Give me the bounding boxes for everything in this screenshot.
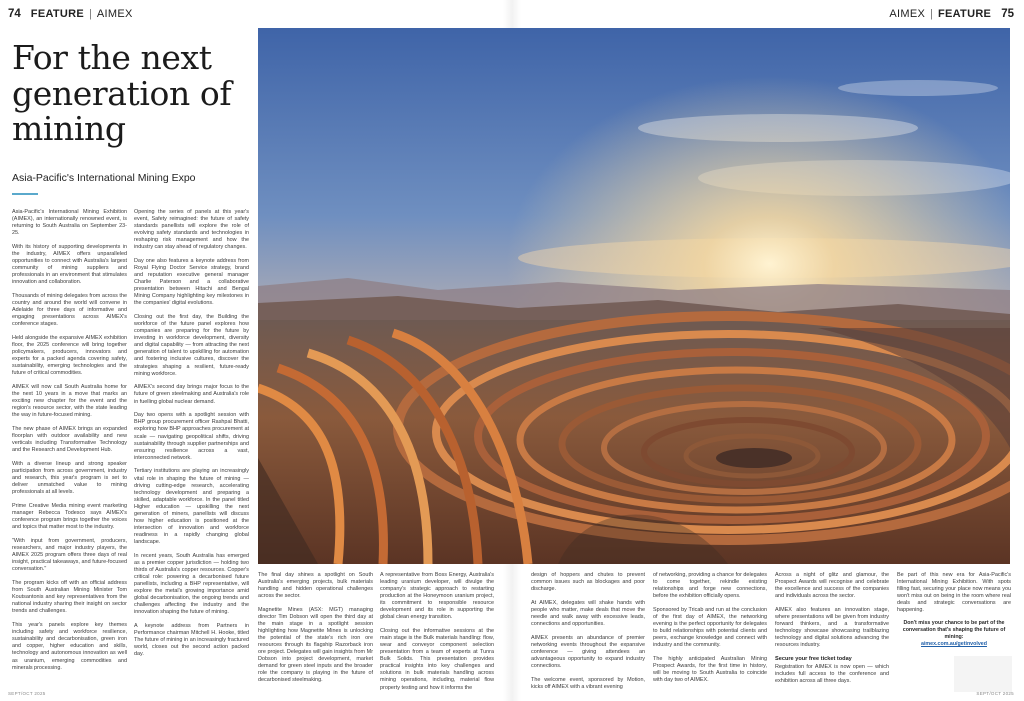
article-column-7 — [775, 572, 889, 694]
title-line-3: mining — [12, 109, 126, 149]
article-column-5 — [531, 572, 645, 694]
left-page-header — [8, 4, 133, 24]
article-title — [12, 40, 252, 147]
paragraph: Across a night of glitz and glamour, the Prospect Awards will recognise and celebrate the excellence and success of the companies and individuals across the sector. — [775, 572, 889, 600]
paragraph: With a diverse lineup and strong speaker participation from across government, industry and research, this year's program is set to deliver unmatched value to mining professionals at all levels. — [12, 461, 127, 496]
paragraph: AIMEX presents an abundance of premier networking events throughout the expansive conference — giving attendees an advantageous opportunity to expand industry connections. — [531, 634, 645, 670]
paragraph: Day two opens with a spotlight session with BHP group procurement officer Rashpal Bhatti, exploring how BHP approaches procurement at scale — navigating geopolitical shifts, driving sustainability through supplier partnerships and ensuring resilience across a vast, interconnected network. — [134, 412, 249, 461]
right-page-header — [889, 4, 1014, 24]
paragraph: The program kicks off with an official address from South Australian Mining Minister Tom Koutsantonis and key representatives from the national industry sharing their insight on sector trends and challenges. — [12, 580, 127, 615]
brand-label-left: AIMEX — [96, 8, 133, 20]
article-column-2 — [134, 209, 249, 695]
paragraph: The highly anticipated Australian Mining Prospect Awards, for the first time in history, will be moving to South Australia to coincide with day two of AIMEX. — [653, 656, 767, 684]
cta-text: Don't miss your chance to be part of the conversation that's shaping the future of mining: — [902, 620, 1006, 640]
footer-issue-left: SEPT/OCT 2025 — [8, 691, 46, 696]
paragraph: This year's panels explore key themes including safety and workforce resilience, sustainability and decarbonisation, green iron and copper, higher education and skills, technology and autonomous innovation as well as uranium, emerging commodities and minerals processing. — [12, 622, 127, 671]
paragraph: "With input from government, producers, researchers, and major industry players, the AIMEX 2025 program offers three days of real insight, practical takeaways, and future-focused conversation." — [12, 538, 127, 573]
paragraph: At AIMEX, delegates will shake hands with people who matter, make deals that move the needle and walk away with excessive leads, connections and opportunities. — [531, 599, 645, 628]
paragraph: The new phase of AIMEX brings an expanded floorplan with outdoor availability and new verticals including Transformative Technology and the Research and Development Hub. — [12, 426, 127, 454]
paragraph: Thousands of mining delegates from across the country and around the world will convene in Adelaide for three days of informative and engaging presentations across AIMEX's conference stages. — [12, 293, 127, 328]
call-to-action — [897, 620, 1011, 648]
paragraph: Opening the series of panels at this year's event, Safety reimagined: the future of safety standards panellists will explore the role of evolving safety standards and technologies in reshaping risk management and how the industry can stay ahead of regulatory changes. — [134, 209, 249, 251]
paragraph: With its history of supporting developments in the industry, AIMEX offers unparalleled opportunities to connect with Australia's largest community of mining suppliers and professionals in an environment that stimulates innovation and collaboration. — [12, 243, 127, 286]
paragraph: design of hoppers and chutes to prevent common issues such as blockages and poor discharge. — [531, 572, 645, 593]
section-label-right: FEATURE — [937, 8, 992, 20]
paragraph: AIMEX's second day brings major focus to the future of green steelmaking and Australia's role in fuelling global nuclear demand. — [134, 384, 249, 405]
paragraph: Sponsored by Tricab and run at the conclusion of the first day of AIMEX, the networking evening is the perfect opportunity for delegates to build relationships with potential clients and peers, exchange knowledge and connect with industry and the community. — [653, 606, 767, 649]
paragraph: Held alongside the expansive AIMEX exhibition floor, the 2025 conference will bring together policymakers, producers, innovators and experts for a packed agenda covering safety, sustainability, emerging technologies and the future of critical commodities. — [12, 335, 127, 377]
page-number-right: 75 — [1001, 8, 1014, 20]
title-line-1: For the next — [12, 38, 212, 77]
paragraph: A keynote address from Partners in Performance chairman Mitchell H. Hooke, titled The future of mining in an increasingly fractured world, closes out the second action packed day. — [134, 623, 249, 658]
paragraph: Day one also features a keynote address from Royal Flying Doctor Service strategy, brand and reputation executive general manager Charlie Paterson and a collaborative presentation between Hitachi and Bengal Mining Company highlighting key milestones in the companies' digital evolutions. — [134, 258, 249, 307]
article-column-3 — [258, 572, 373, 694]
paragraph: In recent years, South Australia has emerged as a premier copper jurisdiction — holding two thirds of Australia's copper resources. Copper's critical role: powering a decarbonised future panellists, including a BHP representative, will explore the metal's growing importance amid global decarbonisation, the ongoing trends and challenges affecting the industry and the innovation shaping the future of mining. — [134, 552, 249, 616]
article-column-4 — [380, 572, 494, 694]
ticket-heading: Secure your free ticket today — [775, 656, 852, 663]
paragraph: The welcome event, sponsored by Motion, kicks off AIMEX with a vibrant evening — [531, 676, 645, 690]
open-pit-mine-photo — [258, 28, 1010, 564]
mine-landscape-image — [258, 28, 1010, 564]
brand-label-right: AIMEX — [889, 8, 926, 20]
article-column-1 — [12, 209, 127, 695]
paragraph: Be part of this new era for Asia-Pacific's International Mining Exhibition. With spots filling fast, securing your place now means you won't miss out on being in the room where real deals and strategic conversations are happening. — [897, 572, 1011, 614]
paragraph: Tertiary institutions are playing an increasingly vital role in shaping the future of mining — driving cutting-edge research, accelerating technology development and preparing a skilled, adaptable workforce. In the panel titled Higher education — upskilling the next generation of miners, panellists will discuss how higher education is positioned at the intersection of innovation and workforce readiness in a rapidly changing global landscape. — [134, 468, 249, 545]
paragraph: AIMEX also features an innovation stage, where presentations will be given from industry forward thinkers, and a transformative technology showcase showcasing trailblazing technology and digital solutions advancing the resources industry. — [775, 606, 889, 649]
section-label-left: FEATURE — [30, 8, 85, 20]
paragraph: Prime Creative Media mining event marketing manager Rebecca Todesco says AIMEX's conference program brings together the voices and topics that matter most to the industry. — [12, 503, 127, 531]
title-line-2: generation of — [12, 73, 232, 113]
paragraph: The final day shines a spotlight on South Australia's emerging projects, bulk materials handling and hidden operational challenges across the sector. — [258, 572, 373, 600]
article-column-6 — [653, 572, 767, 694]
registration-link[interactable]: aimex.com.au/getinvolved — [921, 641, 987, 647]
paragraph: Magnetite Mines (ASX: MGT) managing director Tim Dobson will open the third day at the main stage in a spotlight session highlighting how Magnetite Mines is unlocking the potential of the state's rich iron ore resources through its flagship Razorback iron ore project. Delegates will gain insights from Mr Dobson into project development, market demand for green steel inputs and the broader role the company is playing in the future of decarbonised steelmaking. — [258, 606, 373, 684]
paragraph: AIMEX will now call South Australia home for the next 10 years in a move that marks an exciting new chapter for the event and the region's resource sector, with the state leading the way in future-focused mining. — [12, 384, 127, 419]
qr-code-placeholder — [954, 656, 1012, 692]
paragraph: Closing out the first day, the Building the workforce of the future panel explores how companies are preparing for the future by investing in workforce development, diversity and digital capability — from attracting the next generation of talent to upskilling for automation and fostering inclusive cultures, discover the strategies shaping a resilient, future-ready mining workforce. — [134, 314, 249, 377]
paragraph: A representative from Boss Energy, Australia's leading uranium developer, will divulge the company's strategic approach to restarting production at the Honeymoon uranium project, its commitment to responsible resource development and its role in supporting the global clean energy transition. — [380, 572, 494, 621]
paragraph: Registration for AIMEX is now open — which includes full access to the conference and exhibition across all three days. — [775, 664, 889, 685]
article-subtitle: Asia-Pacific's International Mining Expo — [12, 172, 196, 184]
page-number-left: 74 — [8, 8, 21, 20]
accent-rule — [12, 193, 38, 195]
header-separator: | — [930, 8, 933, 20]
footer-issue-right: SEPT/OCT 2025 — [976, 691, 1014, 696]
header-separator: | — [89, 8, 92, 20]
paragraph: Closing out the informative sessions at the main stage is the Bulk materials handling: flow, wear and conveyor component selection presentation from a team of experts at Tunra Bulk Solids. This presentation provides practical insights into key challenges and solutions in bulk materials handling across mining operations, including, material flow property testing and how it informs the — [380, 628, 494, 691]
paragraph: Asia-Pacific's International Mining Exhibition (AIMEX), an internationally renowned event, is returning to South Australia on September 23-25. — [12, 209, 127, 237]
paragraph: of networking, providing a chance for delegates to come together, rekindle existing relationships and forge new connections, before the exhibition officially opens. — [653, 572, 767, 600]
